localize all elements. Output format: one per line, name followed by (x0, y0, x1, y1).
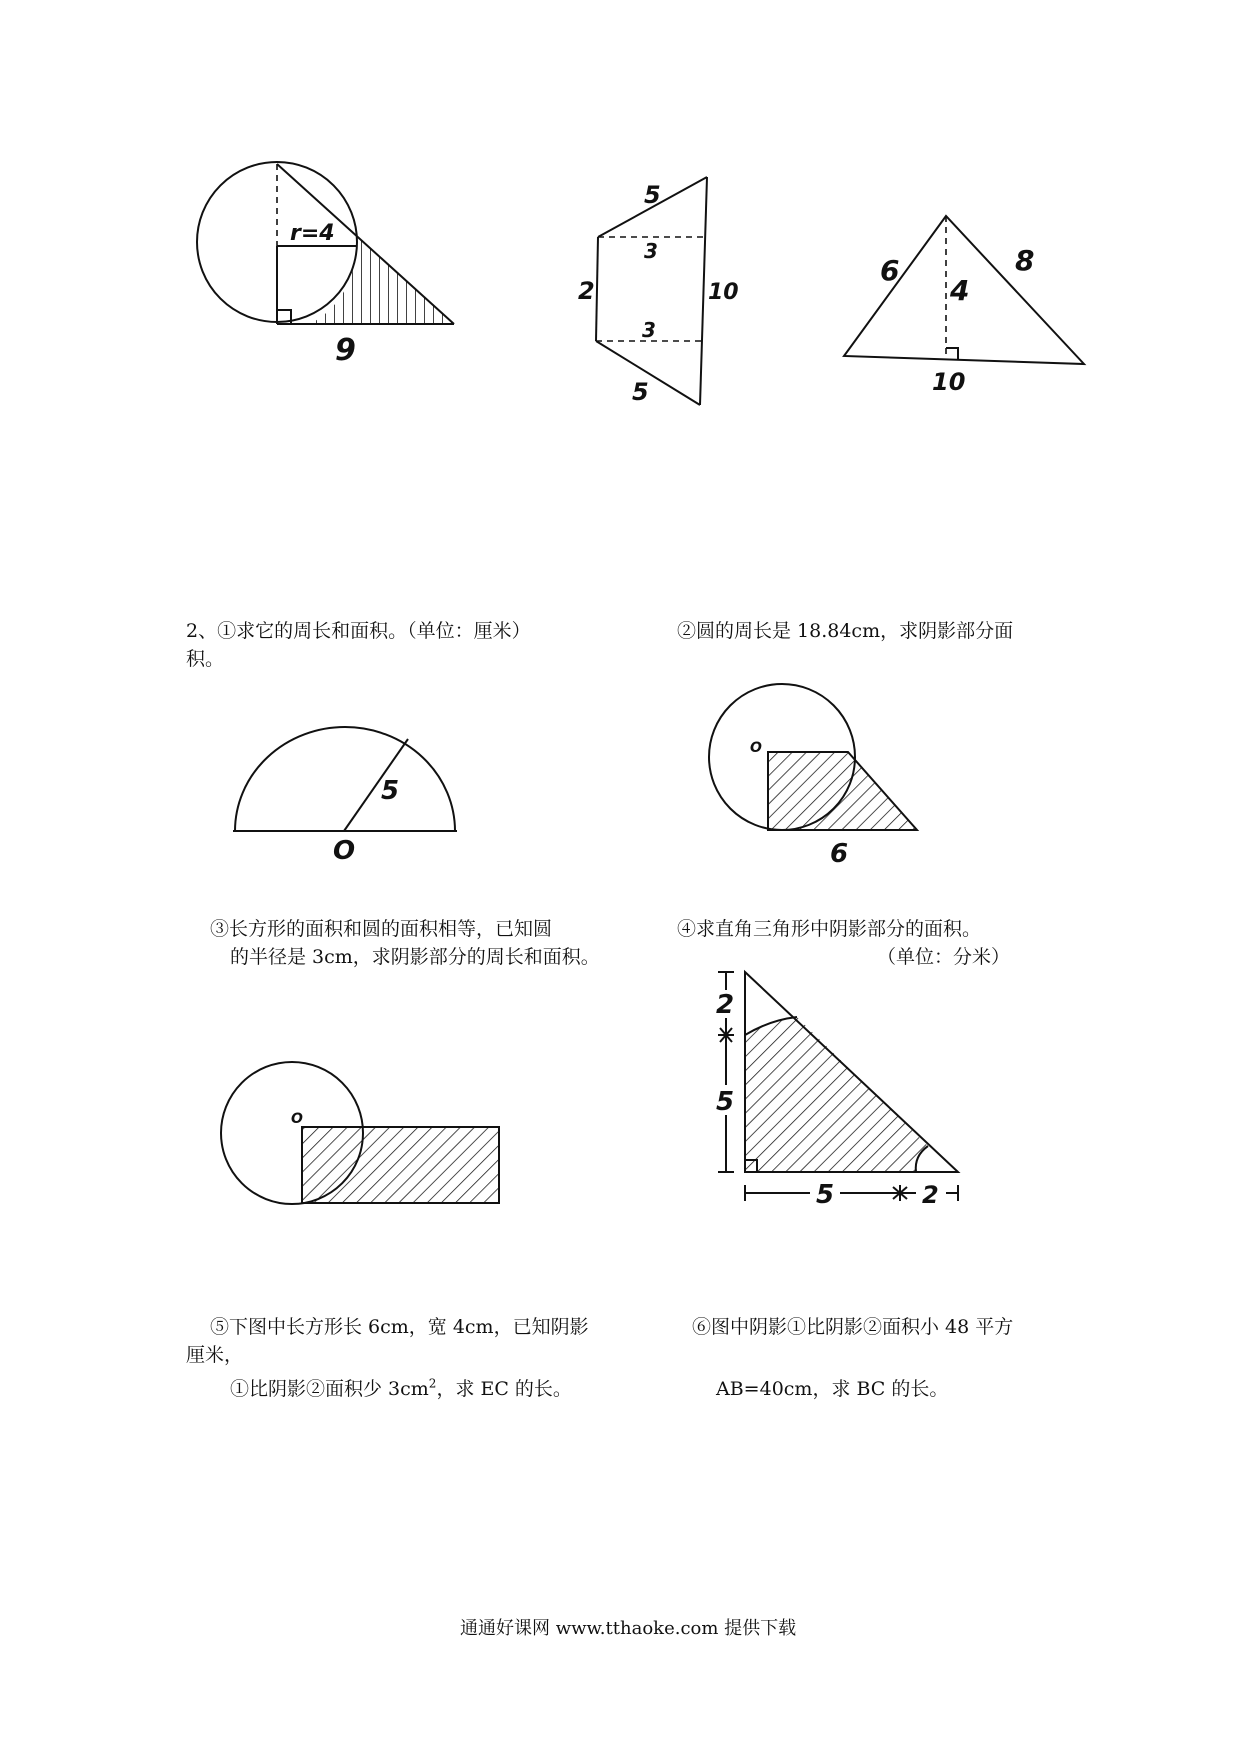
center-label: O (750, 740, 762, 756)
right-side-label: 10 (708, 280, 739, 305)
figure-circle-rectangle (215, 1075, 515, 1225)
right-seg-label: 2 (922, 1181, 939, 1209)
base-label: 9 (335, 333, 356, 368)
height-label: 4 (950, 274, 970, 307)
figure-circle-trapezoid (680, 680, 940, 880)
figure-right-triangle (700, 960, 980, 1220)
question-3-line1: ③长方形的面积和圆的面积相等，已知圆 (210, 918, 553, 940)
question-4-line2: （单位：分米） (877, 946, 1011, 968)
question-6-line1: ⑥图中阴影①比阴影②面积小 48 平方 (692, 1316, 1014, 1338)
radius-label: r=4 (290, 221, 335, 246)
center-label: O (333, 836, 356, 866)
figure-trapezoid (570, 165, 739, 415)
base-label: 6 (830, 839, 849, 869)
bottom-slant-label: 5 (632, 378, 649, 406)
figure-triangle (820, 200, 1100, 400)
bottom-seg-label: 5 (816, 1180, 835, 1210)
footer-text: 通通好课网 www.tthaoke.com 提供下载 (460, 1618, 797, 1639)
bottom-dash-label: 3 (642, 318, 656, 342)
question-2: ②圆的周长是 18.84cm，求阴影部分面 (677, 620, 1014, 642)
question-5-line1: ⑤下图中长方形长 6cm，宽 4cm，已知阴影 (210, 1316, 589, 1338)
question-5-wrap: 厘米， (186, 1344, 244, 1366)
right-side-label: 8 (1015, 244, 1035, 277)
left-side-label: 2 (578, 277, 595, 305)
left-seg-label: 5 (716, 1087, 735, 1117)
question-1: 2、①求它的周长和面积。（单位：厘米） (186, 620, 531, 642)
left-side-label: 6 (880, 254, 900, 287)
top-dash-label: 3 (644, 239, 658, 263)
top-slant-label: 5 (644, 181, 661, 209)
question-5-line2: ①比阴影②面积少 $3cm^2$，求 EC 的长。 (230, 1376, 572, 1400)
figure-circle-triangle (190, 150, 460, 370)
question-3-line2: 的半径是 3cm，求阴影部分的周长和面积。 (230, 946, 600, 968)
top-seg-label: 2 (716, 990, 735, 1020)
base-label: 10 (932, 368, 966, 396)
radius-label: 5 (381, 776, 400, 806)
figure-semicircle (225, 715, 465, 865)
question-2-wrap: 积。 (186, 648, 225, 670)
question-6-line2: AB=40cm，求 BC 的长。 (716, 1378, 949, 1400)
question-4-line1: ④求直角三角形中阴影部分的面积。 (677, 918, 982, 940)
center-label: O (291, 1111, 303, 1127)
